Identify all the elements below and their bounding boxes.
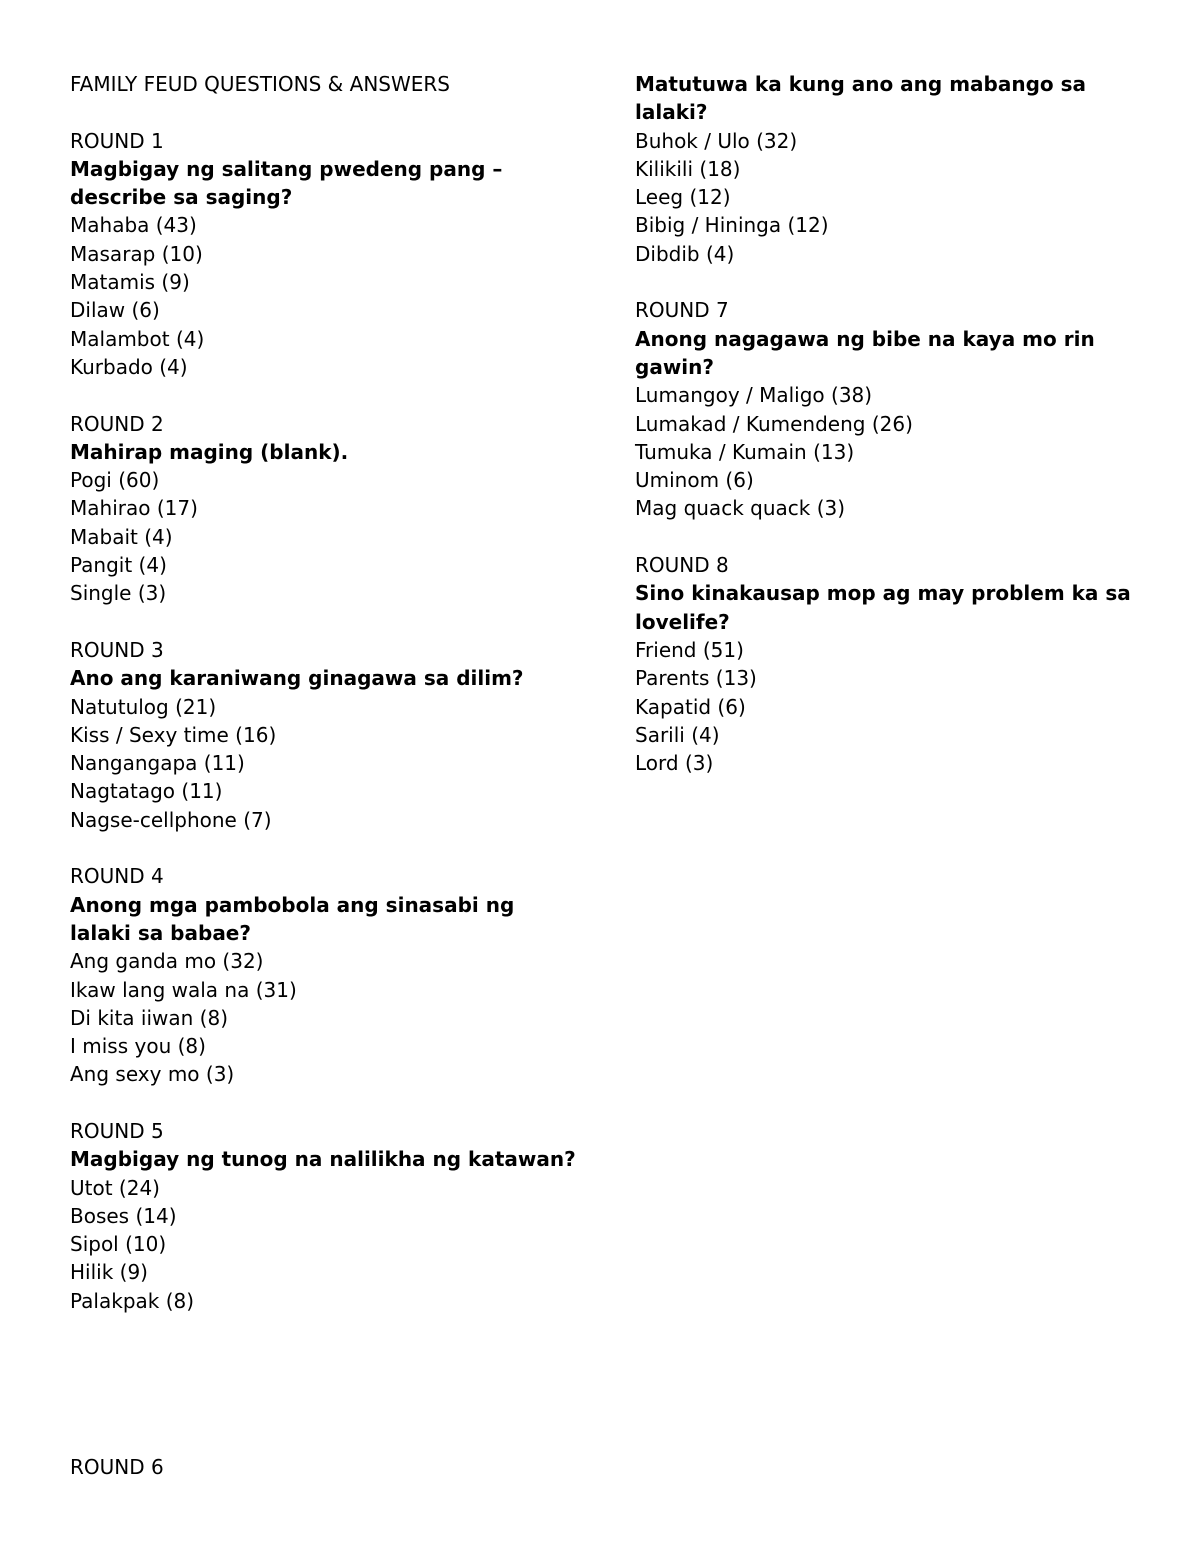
round-1-label: ROUND 1	[70, 128, 164, 153]
round-1-answer-6: Kurbado (4)	[70, 354, 188, 379]
left-column	[70, 70, 580, 1315]
round-7-question: Anong nagagawa ng bibe na kaya mo rin gawin?	[635, 326, 1095, 379]
round-8-answer-5: Lord (3)	[635, 751, 714, 776]
round-3-label: ROUND 3	[70, 637, 164, 662]
round-5-answer-3: Sipol (10)	[70, 1232, 167, 1257]
round-7-answer-5: Mag quack quack (3)	[635, 496, 846, 521]
round-5-answer-1: Utot (24)	[70, 1175, 160, 1200]
round-8-question: Sino kinakausap mop ag may problem ka sa lovelife?	[635, 581, 1131, 634]
right-column	[635, 70, 1135, 777]
round-3-answer-3: Nangangapa (11)	[70, 751, 245, 776]
round-4-answer-1: Ang ganda mo (32)	[70, 949, 264, 974]
round-8-answer-1: Friend (51)	[635, 637, 744, 662]
round-3-answer-1: Natutulog (21)	[70, 694, 217, 719]
round-1-answer-2: Masarap (10)	[70, 241, 203, 266]
round-6-question: Matutuwa ka kung ano ang mabango sa lalaki?	[635, 72, 1087, 125]
round-8-answer-3: Kapatid (6)	[635, 694, 746, 719]
round-5-answer-2: Boses (14)	[70, 1203, 177, 1228]
round-4-question: Anong mga pambobola ang sinasabi ng lalaki sa babae?	[70, 892, 515, 945]
round-2-label: ROUND 2	[70, 411, 164, 436]
round-3-answer-5: Nagse-cellphone (7)	[70, 807, 272, 832]
round-4-answer-2: Ikaw lang wala na (31)	[70, 977, 297, 1002]
round-3-answer-2: Kiss / Sexy time (16)	[70, 722, 277, 747]
round-1-answer-5: Malambot (4)	[70, 326, 205, 351]
round-6-answer-1: Buhok / Ulo (32)	[635, 128, 798, 153]
round-2-answer-3: Mabait (4)	[70, 524, 173, 549]
round-3-question: Ano ang karaniwang ginagawa sa dilim?	[70, 666, 524, 691]
round-4-answer-5: Ang sexy mo (3)	[70, 1062, 235, 1087]
round-8-answer-4: Sarili (4)	[635, 722, 720, 747]
round-2-question: Mahirap maging (blank).	[70, 439, 349, 464]
round-1-answer-3: Matamis (9)	[70, 270, 190, 295]
round-6-answer-4: Bibig / Hininga (12)	[635, 213, 829, 238]
round-5-answer-5: Palakpak (8)	[70, 1288, 195, 1313]
round-1-question: Magbigay ng salitang pwedeng pang – describe sa saging?	[70, 156, 503, 210]
round-2-answer-2: Mahirao (17)	[70, 496, 198, 521]
round-7-answer-1: Lumangoy / Maligo (38)	[635, 383, 873, 408]
round-2-answer-4: Pangit (4)	[70, 553, 167, 578]
round-4-label: ROUND 4	[70, 864, 164, 889]
round-5-question: Magbigay ng tunog na nalilikha ng katawan?	[70, 1147, 576, 1172]
round-2-answer-5: Single (3)	[70, 581, 167, 606]
round-2-answer-1: Pogi (60)	[70, 468, 160, 493]
round-6-answer-2: Kilikili (18)	[635, 156, 741, 181]
round-1-answer-1: Mahaba (43)	[70, 213, 197, 238]
round-6-label: ROUND 6	[70, 1455, 164, 1479]
round-5-label: ROUND 5	[70, 1118, 164, 1143]
round-3-answer-4: Nagtatago (11)	[70, 779, 223, 804]
round-6-answer-3: Leeg (12)	[635, 185, 731, 210]
round-7-answer-2: Lumakad / Kumendeng (26)	[635, 411, 913, 436]
round-5-answer-4: Hilik (9)	[70, 1260, 148, 1285]
round-1-answer-4: Dilaw (6)	[70, 298, 160, 323]
round-8-answer-2: Parents (13)	[635, 666, 757, 691]
round-4-answer-3: Di kita iiwan (8)	[70, 1005, 228, 1030]
round-6-answer-5: Dibdib (4)	[635, 241, 735, 266]
round-8-label: ROUND 8	[635, 553, 729, 578]
round-7-answer-3: Tumuka / Kumain (13)	[635, 439, 855, 464]
round-4-answer-4: I miss you (8)	[70, 1034, 206, 1059]
document-title: FAMILY FEUD QUESTIONS & ANSWERS	[70, 72, 450, 96]
round-7-label: ROUND 7	[635, 298, 729, 323]
round-7-answer-4: Uminom (6)	[635, 468, 754, 493]
